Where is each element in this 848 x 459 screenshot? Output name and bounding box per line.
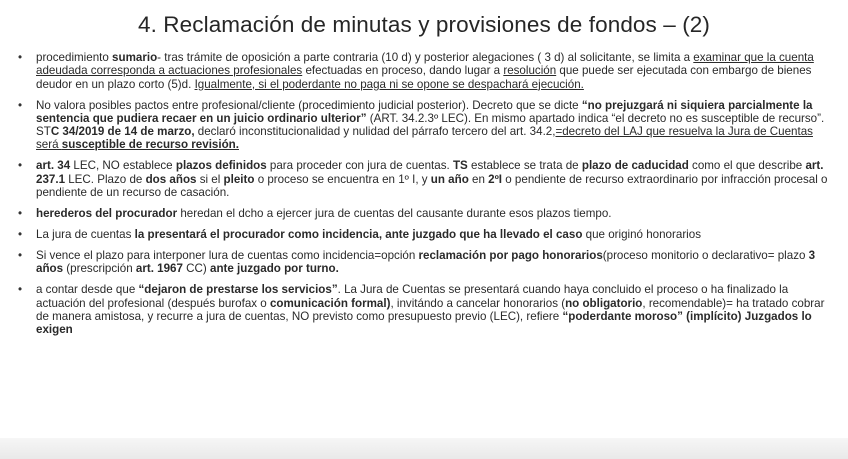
bullet-text-run: art. 34 [36, 159, 71, 173]
bottom-bar [0, 438, 848, 459]
bullet-text-run: TS [452, 159, 468, 173]
bullet-text-run: “dejaron de prestarse los servicios” [138, 283, 338, 297]
bullet-text-run: 3 años [36, 249, 816, 276]
bullet-text-run: que puede ser ejecutada con embargo de bienes deudor en un plazo corto (5)d. [36, 64, 812, 91]
bullet-text-run: Igualmente, si el poderdante no paga ni se opone se despachará ejecución. [194, 77, 584, 91]
bullet-text-run: (proceso monitorio o declarativo= plazo [602, 249, 809, 262]
bullet-item [18, 283, 836, 336]
bullet-text-run: sumario [112, 51, 158, 64]
bullet-list [18, 51, 836, 344]
bullet-text-run: , invitándo a cancelar honorarios ( [390, 296, 566, 310]
bullet-text-run: para proceder con jura de cuentas. [266, 159, 453, 173]
bullet-text-run: a contar desde que [36, 283, 139, 297]
bullet-text-run: o pendiente de recurso extraordinario por infracción procesal o pendiente de un recurso de casación. [36, 172, 828, 200]
bullet-item [18, 228, 836, 241]
bullet-text-run: “poderdante moroso” (implícito) Juzgados lo exigen [36, 309, 812, 337]
bullet-text-run: reclamación por pago honorarios [418, 249, 603, 262]
bullet-text-run: o proceso se encuentra en 1º I, y [254, 172, 431, 186]
bullet-text-run: heredan el dcho a ejercer jura de cuentas del causante durante esos plazos tiempo. [177, 207, 612, 221]
bullet-text-run: si el [196, 172, 224, 186]
bullet-text-run: establece se trata de [467, 159, 582, 173]
bullet-item [18, 159, 836, 199]
bullet-text-run: ante juzgado por turno. [210, 262, 339, 276]
bullet-text-run: dos años [145, 172, 197, 186]
bullet-text-run: , recomendable)= ha tratado cobrar de manera amistosa, y recurre a jura de cuentas, NO previsto como presupuesto previo (LEC), refiere [36, 296, 825, 323]
bullet-text-run: LEC, NO establece [70, 159, 176, 173]
bullet-text-run: . La Jura de Cuentas se presentará cuando haya concluido el proceso o ha finalizado la actuación del profesional (después burofax o [36, 283, 789, 310]
bullet-text-run: como el que describe [688, 159, 806, 173]
bullet-item [18, 99, 836, 152]
bullet-item [18, 207, 836, 220]
bullet-text-run: CC) [182, 262, 210, 276]
bullet-text-run: pleito [223, 172, 255, 186]
bullet-text-run: declaró inconstitucionalidad y nulidad del párrafo tercero del art. 34.2, [194, 125, 556, 139]
bullet-text-run: C 34/2019 de 14 de marzo, [50, 125, 195, 139]
bullet-text-run: no obligatorio [565, 296, 643, 310]
bullet-text-run: herederos del procurador [36, 207, 178, 221]
bullet-text-run: en [468, 172, 489, 186]
bullet-text-run: (ART. 34.2.3º LEC). En mismo apartado indica “el decreto no es susceptible de recurso”. ST [36, 111, 825, 139]
bullet-text-run: plazos definidos [175, 159, 267, 173]
bullet-text-run: un año [430, 172, 469, 186]
bullet-text-run: examinar que la cuenta adeudada corresponda a actuaciones profesionales [36, 51, 814, 78]
bullet-text-run: susceptible de recurso revisión. [61, 138, 239, 152]
bullet-text-run: efectuadas en proceso, dando lugar a [302, 64, 504, 78]
bullet-item [18, 51, 836, 91]
bullet-text-run: plazo de caducidad [581, 159, 689, 173]
bullet-text-run: Si vence el plazo para interponer lura de cuentas como incidencia=opción [36, 249, 419, 262]
slide-title: 4. Reclamación de minutas y provisiones de fondos – (2) [137, 12, 711, 37]
bullet-text-run: La jura de cuentas [36, 228, 135, 242]
bullet-text-run: resolución [503, 64, 557, 78]
bullet-text-run: art. 237.1 [36, 159, 824, 186]
bullet-text-run: que originó honorarios [582, 228, 701, 242]
bullet-text-run: la presentará el procurador como incidencia, ante juzgado que ha llevado el caso [134, 228, 583, 242]
bullet-text-run: art. 1967 [135, 262, 183, 276]
bullet-text-run: =decreto del LAJ que resuelva la Jura de Cuentas será [36, 125, 813, 152]
bullet-text-run: comunicación formal) [269, 296, 391, 310]
bullet-text-run: (prescripción [63, 262, 136, 276]
bullet-text-run: LEC. Plazo de [65, 172, 146, 186]
bullet-text-run: “no prejuzgará ni siquiera parcialmente la sentencia que pudiera recaer en un juicio ordinario ulterior” [36, 98, 813, 125]
bullet-text-run: No valora posibles pactos entre profesional/cliente (procedimiento judicial posterior). Decreto que se dicte [36, 98, 582, 112]
bullet-text-run: - tras trámite de oposición a parte contraria (10 d) y posterior alegaciones ( 3 d) al solicitante, se limita a [157, 51, 694, 64]
bullet-text-run: procedimiento [36, 51, 113, 64]
bullet-item [18, 249, 836, 276]
bullet-text-run: 2ºI [488, 172, 503, 186]
